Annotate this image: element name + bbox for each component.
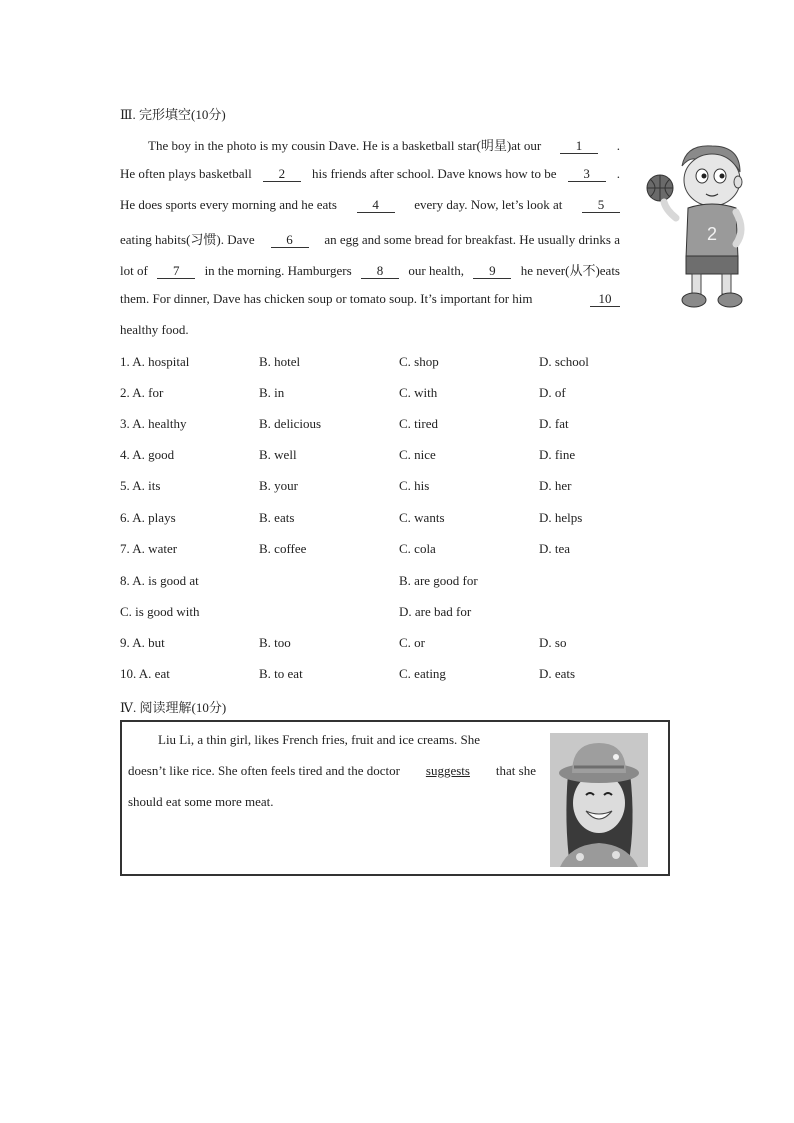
question-6-option-b[interactable]: B. eats: [259, 509, 295, 525]
option-text: A. plays: [132, 509, 176, 525]
blank-3[interactable]: 3: [568, 167, 606, 182]
passage-text: his friends after school. Dave knows how to be: [312, 166, 557, 181]
question-number: 1.: [120, 354, 130, 369]
question-5-option-d[interactable]: D. her: [539, 478, 572, 494]
reading-line: [158, 732, 536, 748]
passage-line: [120, 322, 620, 338]
option-text: A. but: [132, 635, 165, 650]
boy-basketball-illustration: [636, 140, 748, 312]
question-9-option-a[interactable]: [120, 635, 165, 651]
passage-text: The boy in the photo is my cousin Dave. He is a basketball star(明星)at our: [148, 138, 542, 153]
question-5-option-b[interactable]: B. your: [259, 478, 298, 494]
passage-text: them. For dinner, Dave has chicken soup or tomato soup. It’s important for him: [120, 291, 533, 306]
question-8-option-d[interactable]: D. are bad for: [399, 604, 472, 619]
reading-text: that she: [492, 763, 536, 778]
question-number: 2.: [120, 385, 130, 401]
option-text: A. for: [132, 385, 164, 401]
question-7-option-c[interactable]: C. cola: [399, 540, 436, 556]
question-8-option-b[interactable]: B. are good for: [399, 573, 478, 588]
passage-text: he never(从不)eats: [520, 263, 620, 278]
question-number: 3.: [120, 416, 130, 432]
question-1-option-d[interactable]: D. school: [539, 354, 589, 369]
girl-photo: [550, 733, 648, 867]
question-2-option-c[interactable]: C. with: [399, 385, 438, 401]
option-text: A. healthy: [132, 416, 187, 432]
reading-text: Liu Li, a thin girl, likes French fries, fruit and ice creams. She: [158, 732, 481, 747]
passage-text: in the morning. Hamburgers: [204, 263, 352, 278]
blank-4[interactable]: 4: [357, 198, 395, 213]
question-2-option-d[interactable]: D. of: [539, 385, 566, 401]
question-3-option-d[interactable]: D. fat: [539, 416, 569, 432]
question-10-option-d[interactable]: D. eats: [539, 666, 576, 681]
option-text: A. eat: [138, 666, 170, 681]
blank-10[interactable]: 10: [590, 292, 620, 307]
smiling-girl-icon: [550, 733, 648, 867]
passage-line: [148, 135, 620, 154]
question-number: 4.: [120, 447, 130, 463]
passage-text: healthy food.: [120, 322, 189, 337]
reading-text: should eat some more meat.: [128, 794, 274, 809]
question-7-option-b[interactable]: B. coffee: [259, 540, 307, 556]
question-8-option-a[interactable]: 8. A. is good at: [120, 573, 199, 588]
question-2-option-b[interactable]: B. in: [259, 385, 285, 401]
question-1-option-a[interactable]: [120, 354, 189, 370]
passage-text: every day. Now, let’s look at: [414, 197, 563, 212]
option-text: A. its: [132, 478, 161, 494]
underlined-word: suggests: [425, 763, 470, 778]
blank-6[interactable]: 6: [271, 233, 309, 248]
question-10-option-b[interactable]: B. to eat: [259, 666, 303, 681]
question-number: 5.: [120, 478, 130, 494]
question-9-option-c[interactable]: C. or: [399, 635, 425, 650]
passage-line: [120, 260, 620, 279]
question-8-option-c[interactable]: C. is good with: [120, 604, 200, 619]
question-3-option-c[interactable]: C. tired: [399, 416, 438, 432]
passage-line: [120, 197, 620, 213]
question-number: 9.: [120, 635, 130, 650]
passage-text: an egg and some bread for breakfast. He usually drinks a: [324, 232, 620, 247]
blank-5[interactable]: 5: [582, 198, 620, 213]
blank-8[interactable]: 8: [361, 264, 399, 279]
blank-1[interactable]: 1: [560, 139, 598, 154]
passage-text: He does sports every morning and he eats: [120, 197, 337, 212]
question-10-option-c[interactable]: C. eating: [399, 666, 446, 681]
reading-passage-box: [120, 720, 670, 876]
passage-text: our health,: [408, 263, 464, 278]
passage-text: eating habits(习惯). Dave: [120, 232, 255, 247]
blank-2[interactable]: 2: [263, 167, 301, 182]
question-5-option-a[interactable]: [120, 478, 160, 494]
question-4-option-c[interactable]: C. nice: [399, 447, 436, 463]
question-10-option-a[interactable]: [120, 666, 170, 682]
section-3-title: Ⅲ. 完形填空(10分): [120, 107, 226, 122]
question-1-option-b[interactable]: B. hotel: [259, 354, 301, 369]
reading-line: [128, 763, 536, 779]
passage-line: [120, 229, 620, 248]
question-number: 7.: [120, 540, 130, 556]
passage-line: [120, 166, 620, 182]
question-7-option-d[interactable]: D. tea: [539, 540, 571, 556]
boy-basketball-icon: [636, 140, 748, 312]
passage-text: He often plays basketball: [120, 166, 252, 181]
question-6-option-a[interactable]: [120, 510, 176, 526]
section-4-title: Ⅳ. 阅读理解(10分): [120, 700, 227, 715]
question-4-option-a[interactable]: [120, 447, 174, 463]
question-9-option-b[interactable]: B. too: [259, 635, 291, 650]
question-4-option-b[interactable]: B. well: [259, 447, 297, 463]
reading-line: [128, 794, 536, 810]
blank-9[interactable]: 9: [473, 264, 511, 279]
option-text: A. hospital: [132, 354, 190, 369]
question-4-option-d[interactable]: D. fine: [539, 447, 576, 463]
question-number: 10.: [120, 666, 137, 681]
question-6-option-d[interactable]: D. helps: [539, 509, 583, 525]
reading-text: doesn’t like rice. She often feels tired and the doctor: [128, 763, 404, 778]
question-3-option-b[interactable]: B. delicious: [259, 416, 322, 432]
jersey-number: 2: [706, 224, 718, 244]
blank-7[interactable]: 7: [157, 264, 195, 279]
question-1-option-c[interactable]: C. shop: [399, 354, 439, 369]
option-text: A. water: [132, 540, 178, 556]
question-6-option-c[interactable]: C. wants: [399, 509, 445, 525]
option-text: A. good: [132, 447, 175, 463]
passage-text: .: [616, 138, 620, 153]
passage-text: .: [616, 166, 620, 181]
question-7-option-a[interactable]: [120, 541, 177, 557]
question-5-option-c[interactable]: C. his: [399, 478, 430, 494]
question-3-option-a[interactable]: [120, 416, 186, 432]
passage-text: lot of: [120, 263, 148, 278]
question-2-option-a[interactable]: [120, 385, 163, 401]
question-9-option-d[interactable]: D. so: [539, 635, 567, 650]
passage-line: [120, 291, 620, 307]
question-number: 6.: [120, 509, 130, 525]
